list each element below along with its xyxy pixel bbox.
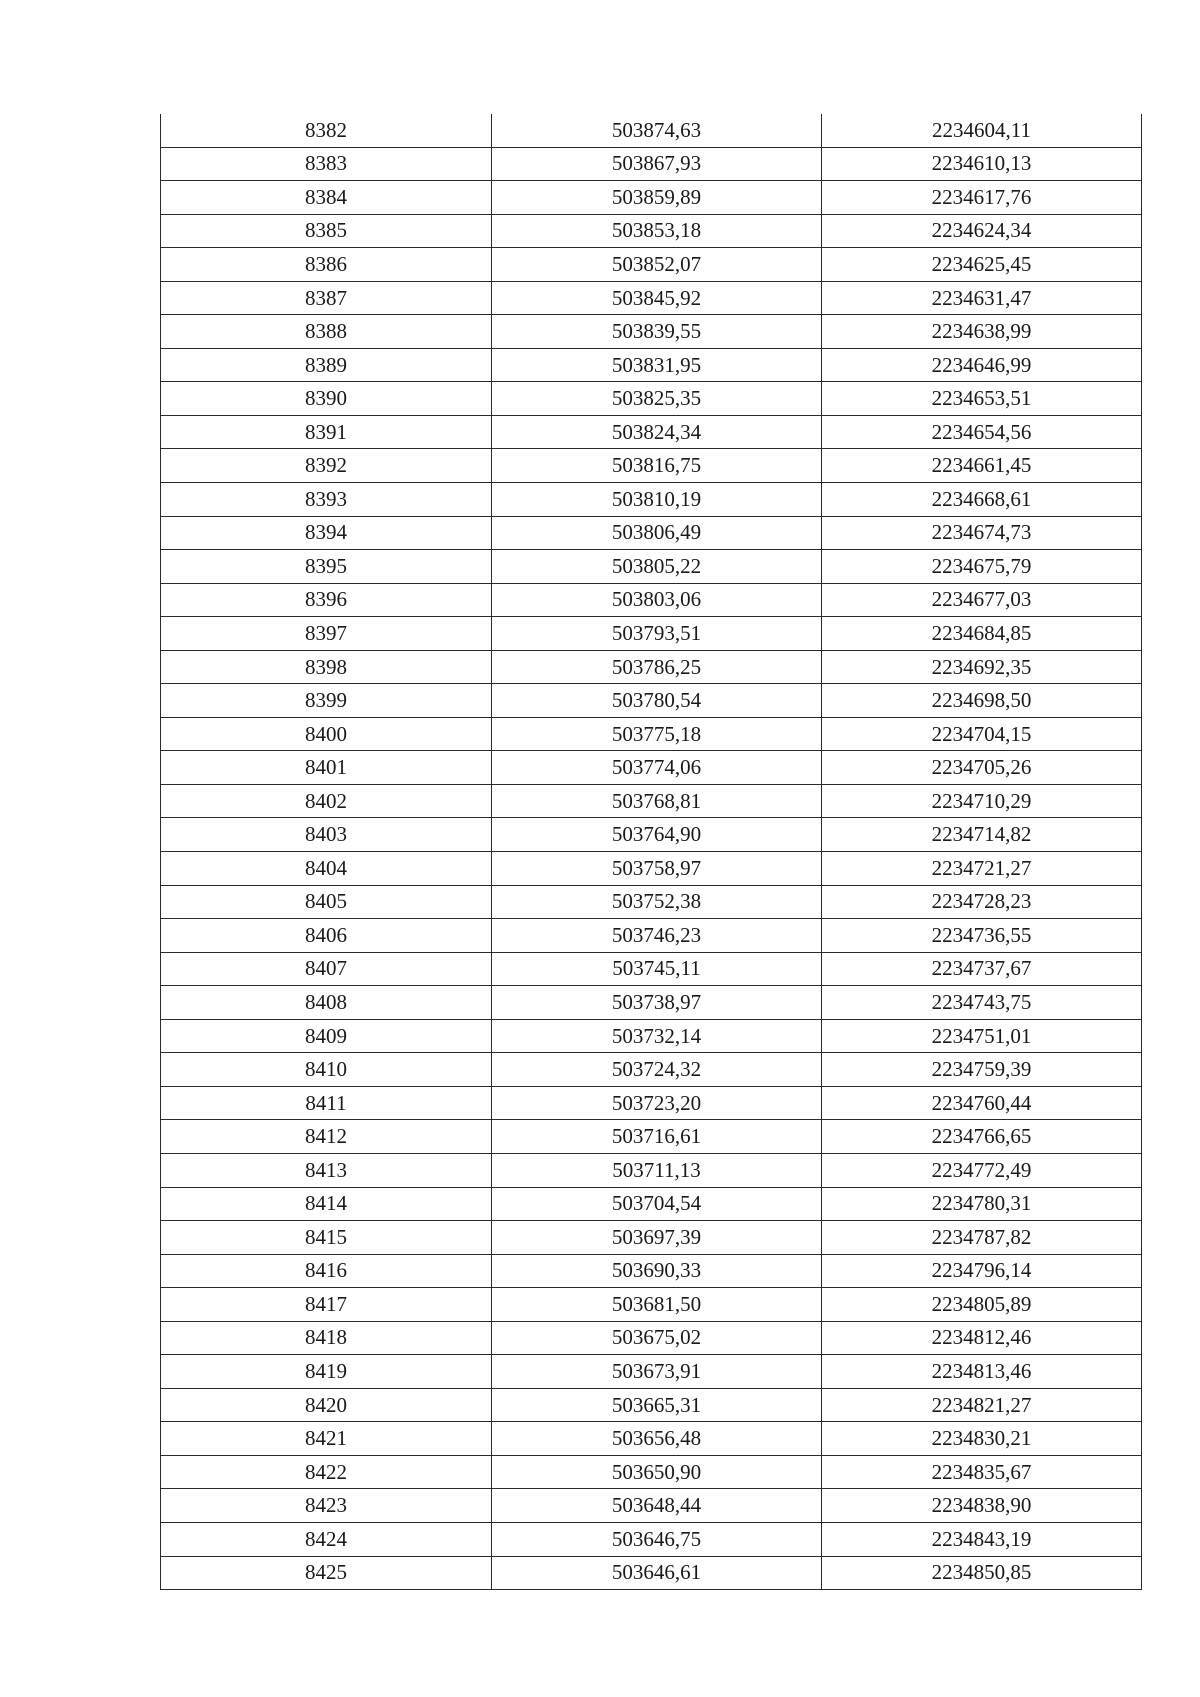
point-number-cell: 8402 [161,784,492,818]
y-coordinate-cell: 2234728,23 [822,885,1142,919]
table-row [161,550,1142,584]
y-coordinate-cell: 2234759,39 [822,1053,1142,1087]
table-row [161,1187,1142,1221]
table-row [161,415,1142,449]
table-row [161,818,1142,852]
table-row [161,919,1142,953]
y-coordinate-cell: 2234780,31 [822,1187,1142,1221]
x-coordinate-cell: 503697,39 [492,1221,822,1255]
x-coordinate-cell: 503845,92 [492,281,822,315]
table-row [161,583,1142,617]
table-row [161,1522,1142,1556]
y-coordinate-cell: 2234805,89 [822,1288,1142,1322]
y-coordinate-cell: 2234743,75 [822,986,1142,1020]
point-number-cell: 8399 [161,684,492,718]
x-coordinate-cell: 503768,81 [492,784,822,818]
point-number-cell: 8383 [161,147,492,181]
x-coordinate-cell: 503810,19 [492,483,822,517]
coordinates-table-body [161,114,1142,1590]
x-coordinate-cell: 503867,93 [492,147,822,181]
point-number-cell: 8392 [161,449,492,483]
y-coordinate-cell: 2234668,61 [822,483,1142,517]
x-coordinate-cell: 503746,23 [492,919,822,953]
point-number-cell: 8385 [161,214,492,248]
x-coordinate-cell: 503806,49 [492,516,822,550]
point-number-cell: 8421 [161,1422,492,1456]
x-coordinate-cell: 503859,89 [492,181,822,215]
point-number-cell: 8394 [161,516,492,550]
table-row [161,717,1142,751]
table-row [161,214,1142,248]
point-number-cell: 8411 [161,1086,492,1120]
x-coordinate-cell: 503764,90 [492,818,822,852]
table-row [161,952,1142,986]
table-row [161,315,1142,349]
point-number-cell: 8387 [161,281,492,315]
point-number-cell: 8419 [161,1355,492,1389]
table-row [161,784,1142,818]
table-row [161,483,1142,517]
y-coordinate-cell: 2234684,85 [822,617,1142,651]
x-coordinate-cell: 503711,13 [492,1153,822,1187]
table-row [161,1422,1142,1456]
y-coordinate-cell: 2234677,03 [822,583,1142,617]
x-coordinate-cell: 503732,14 [492,1019,822,1053]
point-number-cell: 8415 [161,1221,492,1255]
x-coordinate-cell: 503675,02 [492,1321,822,1355]
x-coordinate-cell: 503793,51 [492,617,822,651]
point-number-cell: 8420 [161,1388,492,1422]
y-coordinate-cell: 2234674,73 [822,516,1142,550]
y-coordinate-cell: 2234692,35 [822,650,1142,684]
table-row [161,114,1142,147]
x-coordinate-cell: 503723,20 [492,1086,822,1120]
x-coordinate-cell: 503824,34 [492,415,822,449]
y-coordinate-cell: 2234812,46 [822,1321,1142,1355]
y-coordinate-cell: 2234721,27 [822,852,1142,886]
point-number-cell: 8397 [161,617,492,651]
table-row [161,684,1142,718]
table-row [161,1153,1142,1187]
y-coordinate-cell: 2234710,29 [822,784,1142,818]
y-coordinate-cell: 2234625,45 [822,248,1142,282]
point-number-cell: 8406 [161,919,492,953]
y-coordinate-cell: 2234653,51 [822,382,1142,416]
table-row [161,1120,1142,1154]
point-number-cell: 8388 [161,315,492,349]
y-coordinate-cell: 2234638,99 [822,315,1142,349]
table-row [161,852,1142,886]
point-number-cell: 8400 [161,717,492,751]
point-number-cell: 8401 [161,751,492,785]
point-number-cell: 8384 [161,181,492,215]
table-row [161,1086,1142,1120]
point-number-cell: 8413 [161,1153,492,1187]
table-row [161,147,1142,181]
x-coordinate-cell: 503805,22 [492,550,822,584]
point-number-cell: 8409 [161,1019,492,1053]
table-row [161,650,1142,684]
y-coordinate-cell: 2234610,13 [822,147,1142,181]
table-row [161,248,1142,282]
x-coordinate-cell: 503665,31 [492,1388,822,1422]
x-coordinate-cell: 503724,32 [492,1053,822,1087]
point-number-cell: 8382 [161,114,492,147]
point-number-cell: 8405 [161,885,492,919]
point-number-cell: 8410 [161,1053,492,1087]
table-row [161,1556,1142,1590]
x-coordinate-cell: 503646,61 [492,1556,822,1590]
y-coordinate-cell: 2234675,79 [822,550,1142,584]
y-coordinate-cell: 2234787,82 [822,1221,1142,1255]
x-coordinate-cell: 503716,61 [492,1120,822,1154]
y-coordinate-cell: 2234604,11 [822,114,1142,147]
y-coordinate-cell: 2234698,50 [822,684,1142,718]
y-coordinate-cell: 2234751,01 [822,1019,1142,1053]
y-coordinate-cell: 2234772,49 [822,1153,1142,1187]
point-number-cell: 8395 [161,550,492,584]
table-row [161,1489,1142,1523]
table-row [161,382,1142,416]
y-coordinate-cell: 2234624,34 [822,214,1142,248]
x-coordinate-cell: 503704,54 [492,1187,822,1221]
table-row [161,281,1142,315]
y-coordinate-cell: 2234796,14 [822,1254,1142,1288]
point-number-cell: 8417 [161,1288,492,1322]
table-row [161,1254,1142,1288]
table-row [161,1288,1142,1322]
y-coordinate-cell: 2234646,99 [822,348,1142,382]
point-number-cell: 8418 [161,1321,492,1355]
coordinates-table [160,114,1142,1590]
point-number-cell: 8386 [161,248,492,282]
y-coordinate-cell: 2234704,15 [822,717,1142,751]
point-number-cell: 8398 [161,650,492,684]
x-coordinate-cell: 503673,91 [492,1355,822,1389]
point-number-cell: 8414 [161,1187,492,1221]
point-number-cell: 8404 [161,852,492,886]
y-coordinate-cell: 2234843,19 [822,1522,1142,1556]
table-row [161,1455,1142,1489]
point-number-cell: 8412 [161,1120,492,1154]
table-row [161,1355,1142,1389]
x-coordinate-cell: 503646,75 [492,1522,822,1556]
y-coordinate-cell: 2234661,45 [822,449,1142,483]
table-row [161,885,1142,919]
x-coordinate-cell: 503803,06 [492,583,822,617]
x-coordinate-cell: 503650,90 [492,1455,822,1489]
table-row [161,617,1142,651]
point-number-cell: 8416 [161,1254,492,1288]
point-number-cell: 8389 [161,348,492,382]
y-coordinate-cell: 2234813,46 [822,1355,1142,1389]
point-number-cell: 8403 [161,818,492,852]
x-coordinate-cell: 503745,11 [492,952,822,986]
x-coordinate-cell: 503874,63 [492,114,822,147]
x-coordinate-cell: 503681,50 [492,1288,822,1322]
point-number-cell: 8423 [161,1489,492,1523]
table-row [161,449,1142,483]
point-number-cell: 8424 [161,1522,492,1556]
y-coordinate-cell: 2234654,56 [822,415,1142,449]
y-coordinate-cell: 2234830,21 [822,1422,1142,1456]
x-coordinate-cell: 503738,97 [492,986,822,1020]
table-row [161,1388,1142,1422]
x-coordinate-cell: 503816,75 [492,449,822,483]
y-coordinate-cell: 2234766,65 [822,1120,1142,1154]
table-row [161,1053,1142,1087]
point-number-cell: 8408 [161,986,492,1020]
y-coordinate-cell: 2234850,85 [822,1556,1142,1590]
y-coordinate-cell: 2234631,47 [822,281,1142,315]
x-coordinate-cell: 503853,18 [492,214,822,248]
point-number-cell: 8422 [161,1455,492,1489]
x-coordinate-cell: 503775,18 [492,717,822,751]
x-coordinate-cell: 503780,54 [492,684,822,718]
table-row [161,1221,1142,1255]
table-row [161,751,1142,785]
y-coordinate-cell: 2234835,67 [822,1455,1142,1489]
y-coordinate-cell: 2234736,55 [822,919,1142,953]
table-row [161,516,1142,550]
x-coordinate-cell: 503786,25 [492,650,822,684]
table-row [161,181,1142,215]
point-number-cell: 8390 [161,382,492,416]
x-coordinate-cell: 503852,07 [492,248,822,282]
x-coordinate-cell: 503758,97 [492,852,822,886]
y-coordinate-cell: 2234714,82 [822,818,1142,852]
table-row [161,1321,1142,1355]
table-row [161,348,1142,382]
point-number-cell: 8393 [161,483,492,517]
x-coordinate-cell: 503752,38 [492,885,822,919]
y-coordinate-cell: 2234737,67 [822,952,1142,986]
point-number-cell: 8391 [161,415,492,449]
y-coordinate-cell: 2234617,76 [822,181,1142,215]
point-number-cell: 8425 [161,1556,492,1590]
x-coordinate-cell: 503774,06 [492,751,822,785]
point-number-cell: 8396 [161,583,492,617]
y-coordinate-cell: 2234838,90 [822,1489,1142,1523]
y-coordinate-cell: 2234760,44 [822,1086,1142,1120]
x-coordinate-cell: 503656,48 [492,1422,822,1456]
x-coordinate-cell: 503831,95 [492,348,822,382]
y-coordinate-cell: 2234821,27 [822,1388,1142,1422]
x-coordinate-cell: 503648,44 [492,1489,822,1523]
table-row [161,986,1142,1020]
y-coordinate-cell: 2234705,26 [822,751,1142,785]
point-number-cell: 8407 [161,952,492,986]
x-coordinate-cell: 503825,35 [492,382,822,416]
x-coordinate-cell: 503839,55 [492,315,822,349]
x-coordinate-cell: 503690,33 [492,1254,822,1288]
table-row [161,1019,1142,1053]
